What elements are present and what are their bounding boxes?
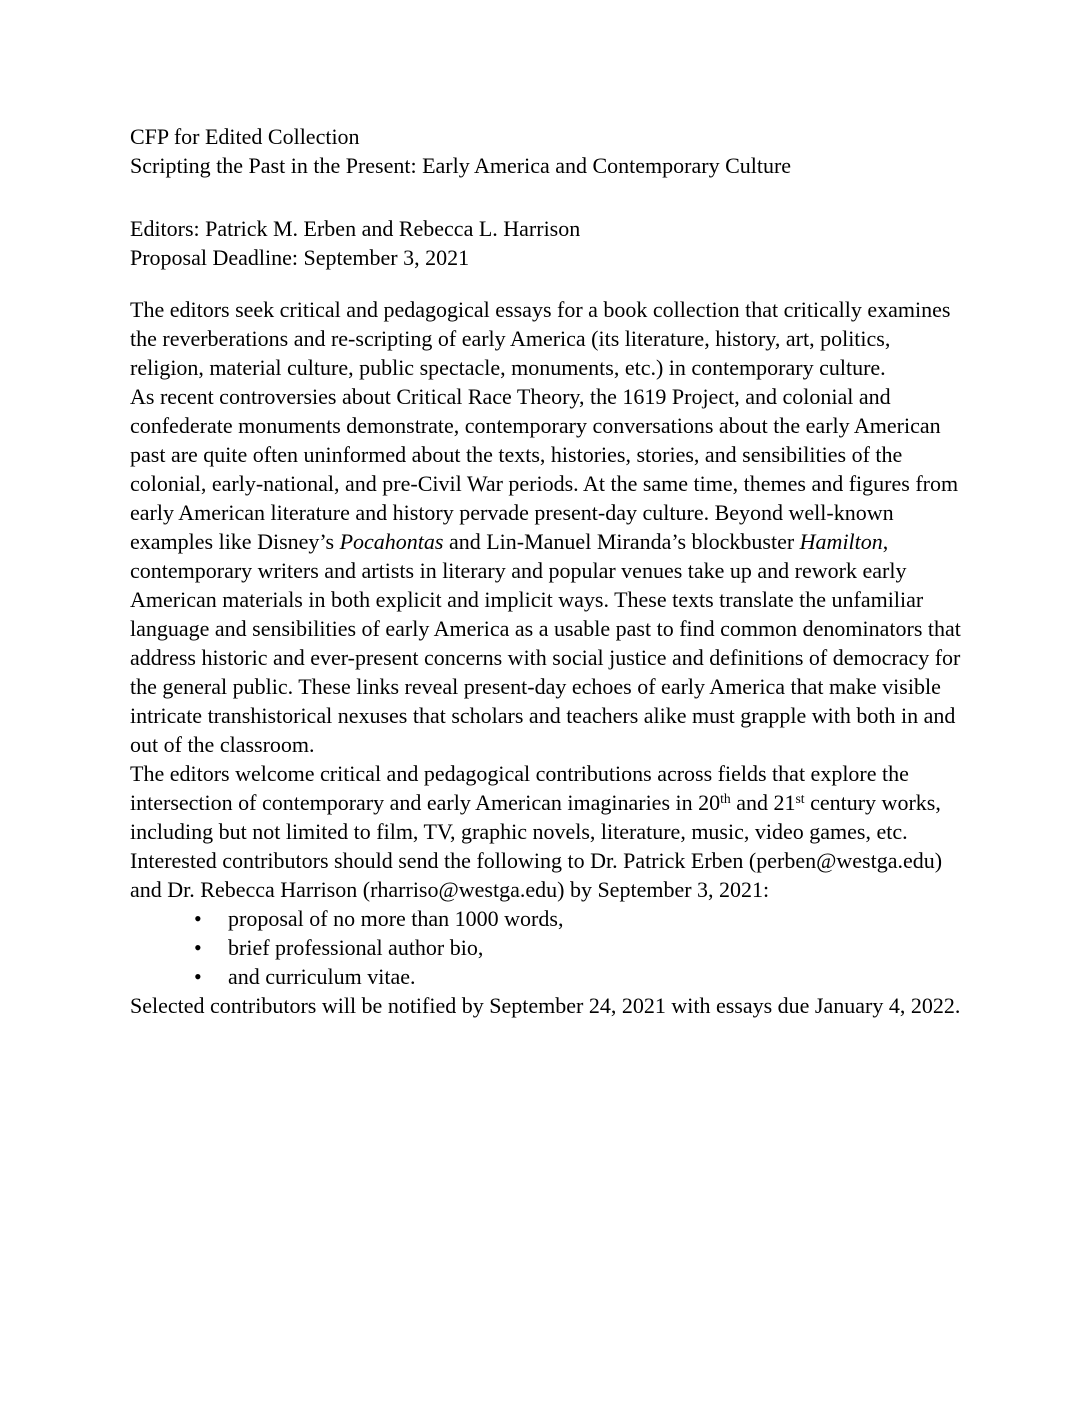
collection-title: Scripting the Past in the Present: Early America and Contemporary Culture <box>130 153 792 178</box>
editors-line: Editors: Patrick M. Erben and Rebecca L. Harrison <box>130 216 581 241</box>
list-item <box>130 933 968 962</box>
ordinal-superscript-th: th <box>720 790 731 806</box>
submission-requirements-list <box>130 904 968 991</box>
email-perben: perben@westga.edu <box>756 848 935 873</box>
bullet-icon <box>194 904 202 933</box>
paragraph-submission-text-3: century works, including but not limited to film, TV, graphic novels, literature, music, video games, etc. Interested contributors should send the following to Dr. Patrick Erben ( <box>130 790 941 873</box>
list-item <box>130 962 968 991</box>
paragraph-submission-text-5: ) by September 3, 2021: <box>557 877 770 902</box>
bullet-text-cv: and curriculum vitae. <box>228 964 416 989</box>
paragraph-submission-text-1: The editors welcome critical and pedagogical contributions across fields that explore the intersection of contemporary and early American imaginaries in 20 <box>130 761 909 815</box>
paragraph-context-text-2: and Lin-Manuel Miranda’s blockbuster <box>443 529 800 554</box>
email-rharriso: rharriso@westga.edu <box>370 877 558 902</box>
paragraph-submission-text-2: and 21 <box>730 790 796 815</box>
paragraph-context-text-3: , contemporary writers and artists in literary and popular venues take up and rework early American materials in both explicit and implicit ways. These texts translate the unfamiliar language and sensibilities of early America as a usable past to find common denominators that address historic and ever-present concerns with social justice and definitions of democracy for the general public. These links reveal present-day echoes of early America that make visible intricate transhistorical nexuses that scholars and teachers alike must grapple with both in and out of the classroom. <box>130 529 961 757</box>
paragraph-submission-text-4: ) and Dr. Rebecca Harrison ( <box>130 848 943 902</box>
paragraph-context-text-1: As recent controversies about Critical Race Theory, the 1619 Project, and colonial and confederate monuments demonstrate, contemporary conversations about the early American past are quite often uninformed about the texts, histories, stories, and sensibilities of the colonial, early-national, and pre-Civil War periods. At the same time, themes and figures from early American literature and history pervade present-day culture. Beyond well-known examples like Disney’s <box>130 384 959 554</box>
italic-title-hamilton: Hamilton <box>799 529 883 554</box>
proposal-deadline-line: Proposal Deadline: September 3, 2021 <box>130 245 470 270</box>
bullet-icon <box>194 962 202 991</box>
bullet-text-bio: brief professional author bio, <box>228 935 484 960</box>
ordinal-superscript-st: st <box>795 790 805 806</box>
bullet-text-proposal: proposal of no more than 1000 words, <box>228 906 564 931</box>
cfp-heading: CFP for Edited Collection <box>130 124 360 149</box>
bullet-icon <box>194 933 202 962</box>
closing-paragraph: Selected contributors will be notified by September 24, 2021 with essays due January 4, 2022. <box>130 993 961 1018</box>
paragraph-submission <box>130 759 968 904</box>
italic-title-pocahontas: Pocahontas <box>339 529 444 554</box>
editors-block <box>130 214 968 272</box>
list-item <box>130 904 968 933</box>
paragraph-overview: The editors seek critical and pedagogical essays for a book collection that critically examines the reverberations and re-scripting of early America (its literature, history, art, politics, religion, material culture, public spectacle, monuments, etc.) in contemporary culture. <box>130 297 951 380</box>
document-title-block <box>130 122 968 180</box>
paragraph-context <box>130 382 968 759</box>
